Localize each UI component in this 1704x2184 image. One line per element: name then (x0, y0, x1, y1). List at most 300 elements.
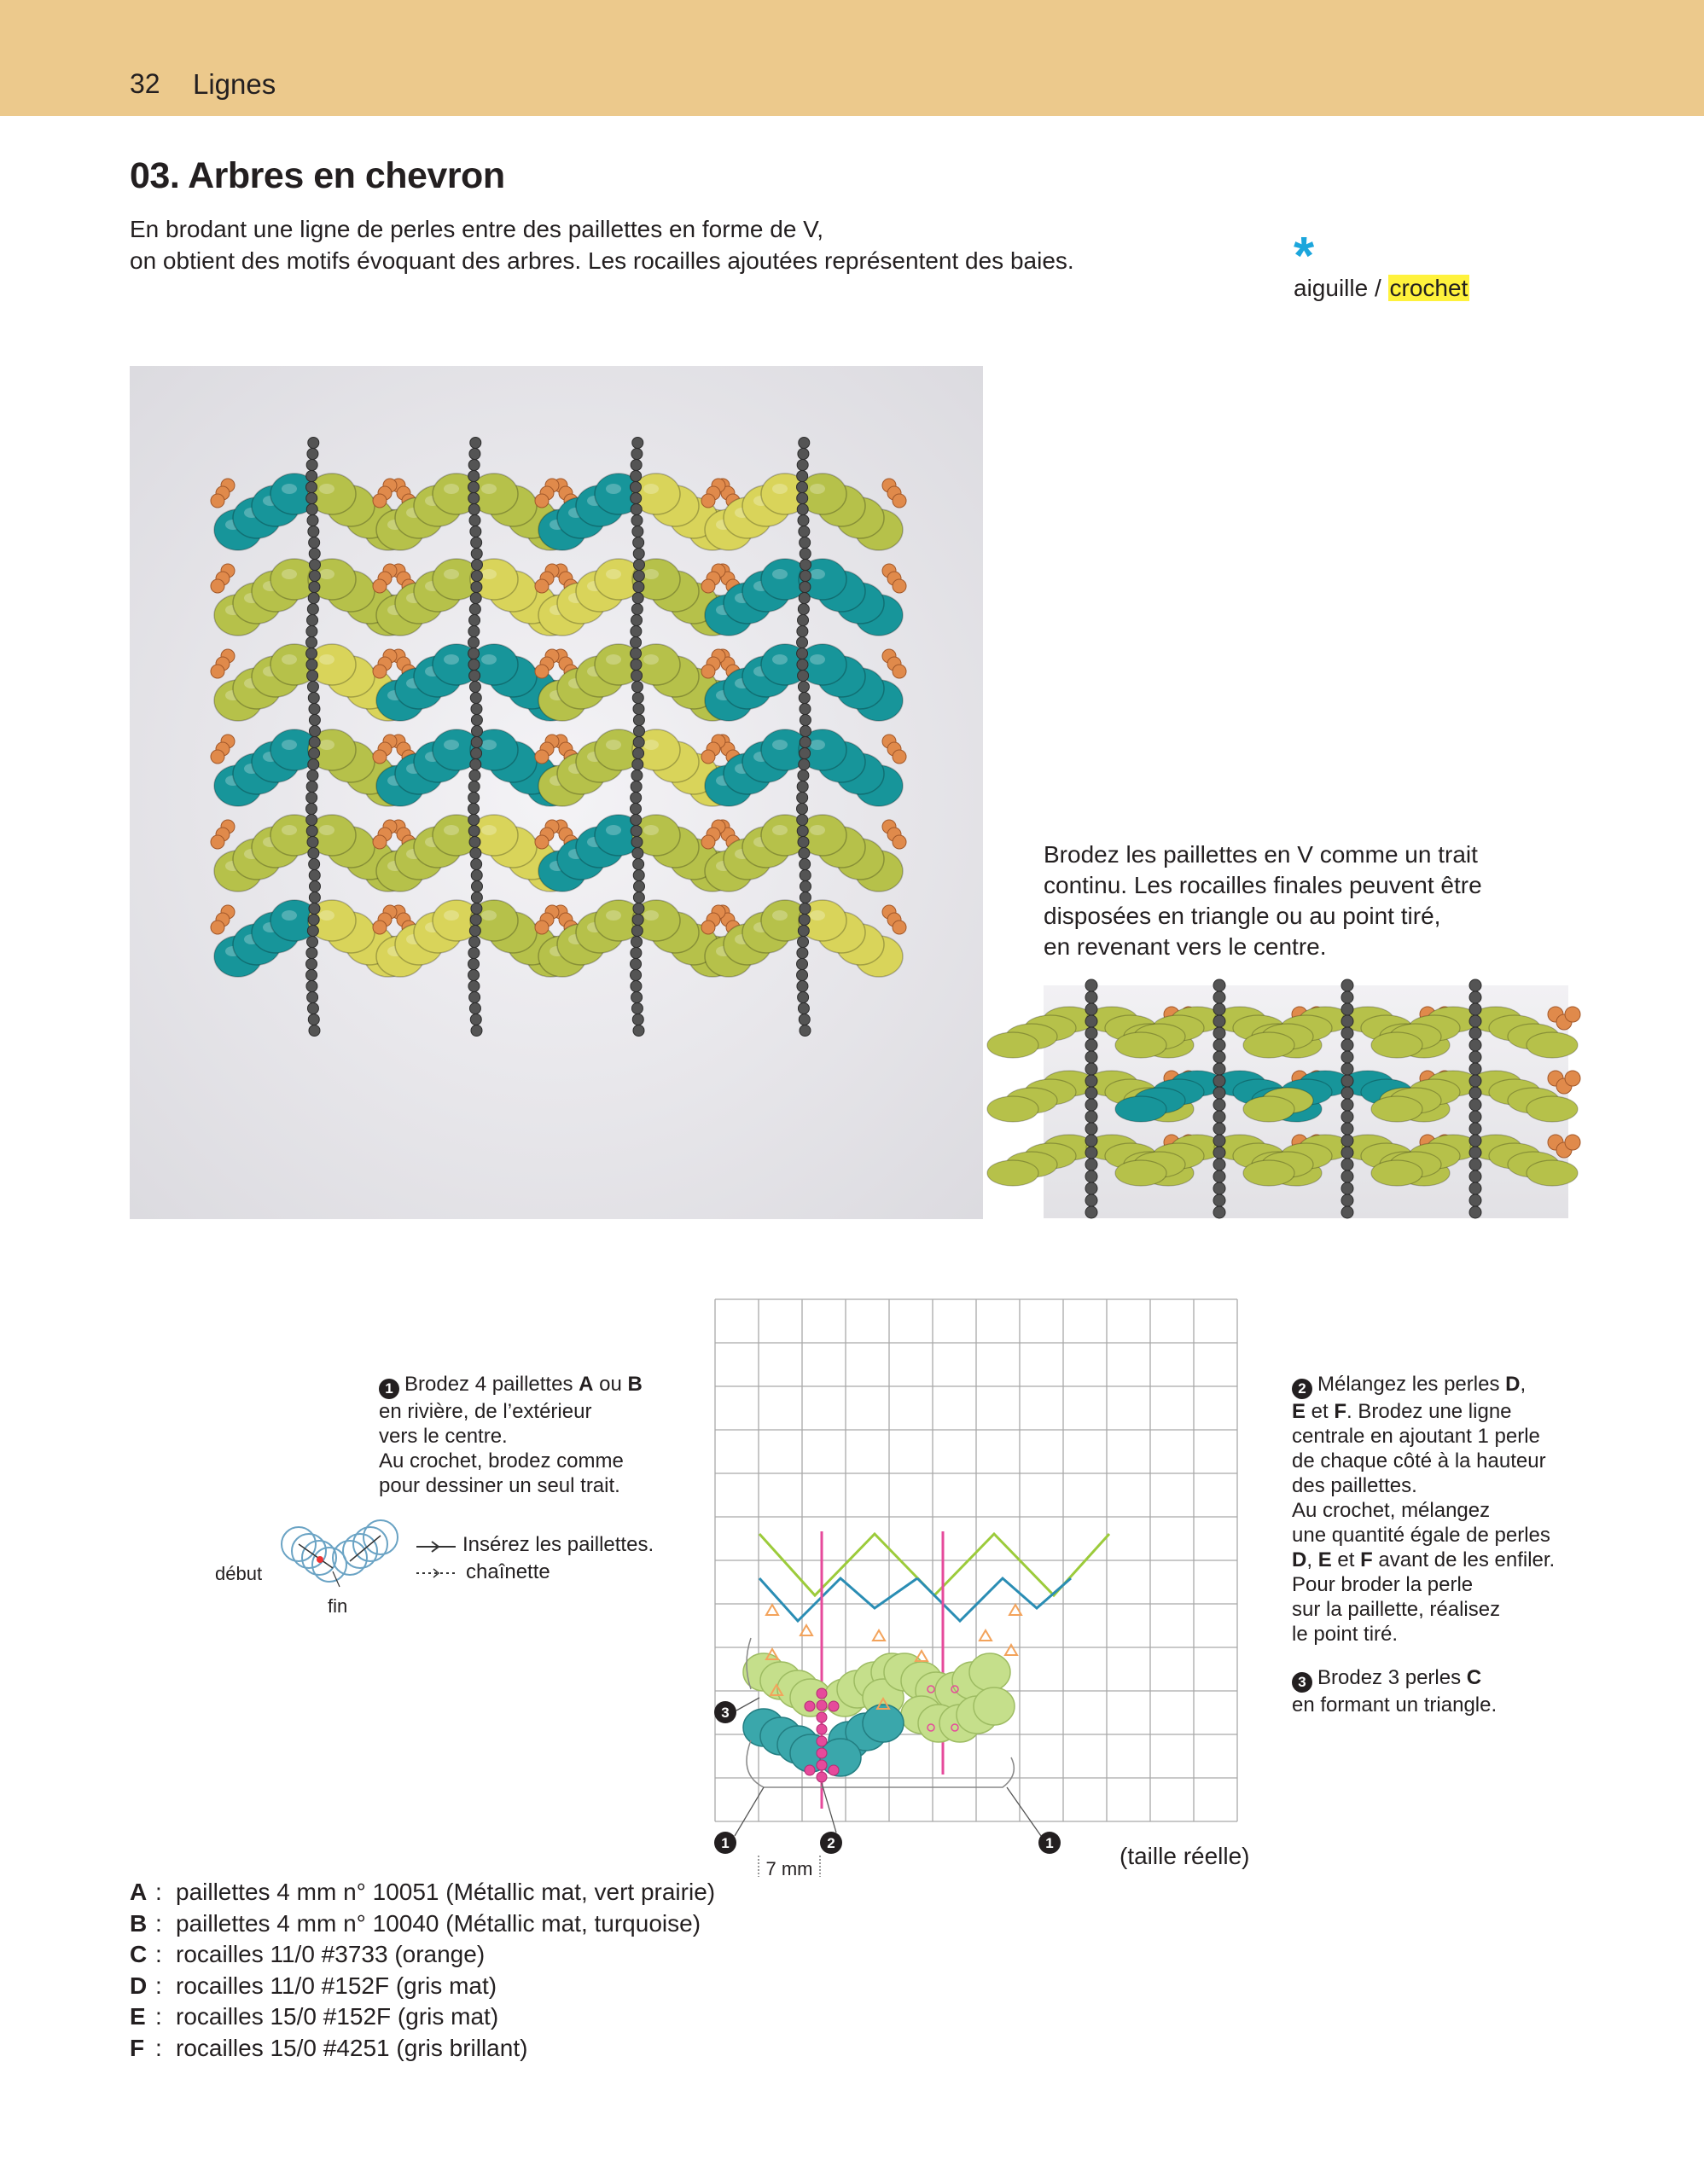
lime-sequin (974, 1687, 1015, 1725)
detail-stem-bead (1213, 1075, 1225, 1087)
sequin-shine (481, 484, 497, 494)
stem-bead (306, 659, 317, 671)
stem-bead (631, 770, 643, 781)
sequin-shine (444, 654, 459, 665)
stem-bead (306, 626, 317, 637)
stem-bead (309, 903, 320, 915)
berry-bead (373, 494, 387, 508)
detail-stem-bead (1469, 1051, 1481, 1063)
sequin-shine (606, 654, 621, 665)
stem-bead (631, 604, 643, 615)
stem-bead (817, 1688, 827, 1699)
stem-bead (309, 748, 320, 759)
detail-stem-bead (1341, 1123, 1353, 1135)
main-photo (130, 366, 983, 1219)
sequin-insertion-diagram (247, 1510, 405, 1621)
stem-bead (800, 1025, 811, 1037)
stem-bead (631, 959, 642, 970)
stem-bead (308, 438, 319, 449)
detail-stem-bead (1341, 1003, 1353, 1015)
stem-bead (309, 892, 320, 903)
blue-chevron (917, 1578, 1071, 1621)
side-bead (805, 1701, 815, 1711)
detail-stem-bead (1341, 979, 1353, 991)
berry-bead (211, 750, 224, 764)
stem-bead (632, 1014, 643, 1025)
detail-stem-bead (1213, 1123, 1225, 1135)
stem-bead (307, 449, 318, 460)
sequin-shine (606, 740, 621, 750)
stem-bead (633, 859, 644, 870)
stem-bead (817, 1700, 827, 1711)
stem-bead (631, 626, 642, 637)
step-2-text-part: et (1331, 1548, 1361, 1571)
stem-bead (469, 837, 480, 848)
stem-bead (797, 804, 808, 815)
stem-bead (468, 970, 480, 981)
sequin-shine (282, 569, 297, 579)
stem-bead (469, 926, 480, 937)
step-3-line: en formant un triangle. (1292, 1693, 1498, 1716)
stem-bead (797, 504, 808, 515)
step-1-text (379, 1372, 643, 1498)
detail-photo (1044, 985, 1568, 1218)
step-2-line: centrale en ajoutant 1 perle (1292, 1425, 1540, 1448)
stem-bead (632, 848, 643, 859)
materials-list (130, 1877, 715, 2064)
stem-bead (799, 759, 810, 770)
detail-sequin (1371, 1096, 1422, 1122)
step-1-text-part: ou (593, 1373, 628, 1396)
stem-bead (470, 526, 481, 537)
stem-bead (797, 626, 808, 637)
stem-bead (309, 560, 320, 571)
sequin-shine (606, 569, 621, 579)
stem-bead (471, 881, 482, 892)
detail-stem-bead (1085, 1027, 1097, 1039)
stem-bead (800, 704, 811, 715)
sequin-shine (444, 569, 459, 579)
stem-bead (307, 671, 318, 682)
stem-bead (797, 970, 808, 981)
stem-bead (309, 1025, 320, 1037)
material-item (130, 1971, 715, 2002)
stem-bead (308, 526, 319, 537)
stem-bead (468, 659, 480, 671)
step-marker-label: 1 (1045, 1835, 1054, 1851)
tool-needle: aiguille (1294, 275, 1369, 301)
stem-bead (308, 915, 319, 926)
intro-line: En brodant une ligne de perles entre des paillettes en forme de V, (130, 216, 824, 242)
berry-bead (701, 665, 715, 678)
stem-bead (469, 615, 480, 626)
detail-stem-bead (1469, 1099, 1481, 1111)
sequin-shine (772, 910, 788, 921)
material-letter: C (130, 1941, 148, 1967)
stem-bead (631, 981, 642, 992)
detail-stem-bead (1469, 991, 1481, 1003)
stem-bead (633, 892, 644, 903)
stem-bead (631, 671, 643, 682)
stem-bead (631, 682, 643, 693)
material-letter: A (130, 1879, 148, 1905)
sequin-shine (481, 569, 497, 579)
detail-stem-bead (1469, 1015, 1481, 1027)
stitch-diagram (712, 1297, 1242, 1879)
stem-bead (632, 693, 643, 704)
legend-insert-label: Insérez les paillettes. (462, 1533, 654, 1556)
material-letter: F (130, 2034, 145, 2061)
step-2-text-part: avant de les enfiler. (1372, 1548, 1556, 1571)
stem-bead (308, 759, 319, 770)
stem-bead (306, 970, 317, 981)
detail-stem-bead (1085, 1147, 1097, 1159)
stem-bead (471, 870, 482, 881)
step-1-number: 1 (379, 1379, 399, 1399)
stem-bead (800, 903, 811, 915)
step-2-line: Au crochet, mélangez (1292, 1499, 1491, 1522)
detail-stem-bead (1213, 979, 1225, 991)
stem-bead (799, 593, 810, 604)
stem-bead (633, 737, 644, 748)
detail-sequin (1371, 1032, 1422, 1058)
detail-photo-image (1044, 985, 1568, 1218)
stem-bead (309, 549, 320, 560)
stem-bead (631, 815, 642, 826)
material-item (130, 2033, 715, 2065)
material-colon: : (155, 1879, 162, 1905)
stem-bead (797, 793, 808, 804)
stem-bead (308, 693, 319, 704)
stem-bead (469, 682, 480, 693)
sequin-shine (772, 484, 788, 494)
berry-bead (211, 579, 224, 593)
step-2-line: de chaque côté à la hauteur (1292, 1449, 1546, 1472)
sequin-shine (319, 825, 334, 835)
berry-bead (893, 579, 906, 593)
detail-stem-bead (1469, 979, 1481, 991)
intro-line: on obtient des motifs évoquant des arbres. Les rocailles ajoutées représentent des baies. (130, 247, 1074, 274)
detail-stem-bead (1213, 1147, 1225, 1159)
step-2-letter-f: F (1360, 1548, 1373, 1571)
detail-sequin (1115, 1160, 1166, 1186)
stem-bead (306, 948, 317, 959)
stem-bead (633, 881, 644, 892)
stem-bead (633, 726, 644, 737)
stem-bead (797, 781, 808, 793)
sequin-shine (444, 910, 459, 921)
orange-triangle (980, 1630, 992, 1641)
detail-sequin (1527, 1096, 1578, 1122)
stem-bead (307, 615, 318, 626)
material-item (130, 2001, 715, 2033)
stem-bead (633, 870, 644, 881)
legend-start-label: début (215, 1563, 263, 1584)
stem-bead (468, 826, 480, 837)
sequin-shine (606, 484, 621, 494)
stem-bead (309, 582, 320, 593)
stem-bead (471, 737, 482, 748)
detail-stem-bead (1213, 1159, 1225, 1170)
detail-stem-bead (1213, 1015, 1225, 1027)
stem-bead (307, 604, 318, 615)
stem-bead (800, 537, 811, 549)
berry-bead (701, 835, 715, 849)
stem-bead (799, 1014, 810, 1025)
stem-bead (469, 515, 480, 526)
sequin-shine (444, 740, 459, 750)
intro-text (130, 213, 1074, 276)
stem-bead (469, 671, 480, 682)
detail-stem-bead (1341, 1099, 1353, 1111)
berry-bead (535, 494, 549, 508)
stem-bead (798, 449, 809, 460)
detail-stem-bead (1469, 1075, 1481, 1087)
leader-line (736, 1698, 759, 1711)
sequin-shine (810, 654, 825, 665)
sequin-shine (810, 484, 825, 494)
orange-triangle (873, 1630, 885, 1641)
caption-line: continu. Les rocailles finales peuvent être (1044, 872, 1482, 898)
sequin-shine (444, 484, 459, 494)
detail-stem-bead (1469, 1194, 1481, 1206)
berry-bead (535, 835, 549, 849)
material-item (130, 1877, 715, 1908)
detail-stem-bead (1469, 1206, 1481, 1218)
detail-stem-bead (1085, 1170, 1097, 1182)
sequin-shine (643, 569, 659, 579)
material-item (130, 1908, 715, 1940)
stem-bead (632, 759, 643, 770)
stem-bead (633, 1025, 644, 1037)
berry-bead (893, 835, 906, 849)
detail-sequin (1371, 1160, 1422, 1186)
detail-sequin (1243, 1096, 1294, 1122)
stem-bead (797, 460, 808, 471)
stem-bead (800, 726, 811, 737)
sequin-shine (481, 910, 497, 921)
arrow-legend-icon (415, 1536, 462, 1578)
stem-bead (471, 1025, 482, 1037)
scale-label: 7 mm (765, 1858, 813, 1879)
stem-bead (800, 737, 811, 748)
stem-bead (471, 715, 482, 726)
berry-bead (373, 750, 387, 764)
detail-stem-bead (1085, 991, 1097, 1003)
stem-bead (309, 715, 320, 726)
detail-stem-bead (1213, 1206, 1225, 1218)
stem-bead (469, 449, 480, 460)
size-note: (taille réelle) (1120, 1843, 1250, 1869)
stem-bead (798, 1003, 809, 1014)
tools-line (1294, 275, 1469, 302)
stem-bead (308, 848, 319, 859)
stem-bead (631, 659, 642, 671)
stem-bead (309, 881, 320, 892)
sequin-shine (606, 910, 621, 921)
detail-sequin (1243, 1160, 1294, 1186)
stem-bead (633, 903, 644, 915)
stem-bead (797, 826, 808, 837)
stem-bead (470, 693, 481, 704)
stem-bead (631, 781, 642, 793)
material-colon: : (155, 1972, 162, 1999)
stem-bead (632, 593, 643, 604)
page-title: 03. Arbres en chevron (130, 155, 505, 196)
detail-stem-bead (1085, 1087, 1097, 1099)
stem-bead (798, 671, 809, 682)
stem-bead (631, 992, 643, 1003)
stem-bead (469, 937, 480, 948)
caption-line: Brodez les paillettes en V comme un trait (1044, 841, 1478, 868)
stem-bead (800, 715, 811, 726)
stem-bead (797, 648, 808, 659)
detail-stem-bead (1213, 1099, 1225, 1111)
stem-bead (468, 482, 480, 493)
step-2-line: le point tiré. (1292, 1623, 1399, 1646)
stem-bead (468, 793, 480, 804)
detail-stem-bead (1341, 1159, 1353, 1170)
stem-bead (307, 937, 318, 948)
stem-bead (797, 815, 808, 826)
material-item (130, 1939, 715, 1971)
detail-berry (1565, 1135, 1580, 1150)
stem-bead (631, 1003, 643, 1014)
stem-bead (309, 704, 320, 715)
step-2-letter-d: D (1292, 1548, 1307, 1571)
stem-bead (470, 759, 481, 770)
detail-sequin (1527, 1032, 1578, 1058)
sequin-shine (481, 740, 497, 750)
stem-bead (470, 593, 481, 604)
stem-bead (799, 438, 810, 449)
sequin-shine (282, 825, 297, 835)
stem-bead (631, 615, 643, 626)
stem-bead (471, 892, 482, 903)
stem-bead (471, 571, 482, 582)
stem-bead (469, 992, 480, 1003)
stem-bead (470, 1014, 481, 1025)
stem-bead (631, 926, 643, 937)
stem-bead (307, 992, 318, 1003)
stem-bead (800, 859, 811, 870)
berry-bead (701, 750, 715, 764)
detail-stem-bead (1469, 1087, 1481, 1099)
stem-bead (797, 981, 808, 992)
step-2-text-part: , (1306, 1548, 1318, 1571)
stem-bead (817, 1748, 827, 1758)
caption-line: en revenant vers le centre. (1044, 933, 1327, 960)
sequin-shine (810, 740, 825, 750)
step-3-text (1292, 1665, 1497, 1717)
step-2-line: sur la paillette, réalisez (1292, 1598, 1501, 1621)
stem-bead (471, 560, 482, 571)
step-marker-label: 2 (827, 1835, 835, 1851)
detail-stem-bead (1213, 1039, 1225, 1051)
stem-bead (306, 493, 317, 504)
step-marker-label: 3 (721, 1705, 730, 1721)
sequin-shine (643, 825, 659, 835)
stem-bead (631, 504, 642, 515)
stem-bead (631, 471, 642, 482)
detail-stem-bead (1469, 1039, 1481, 1051)
berry-bead (373, 835, 387, 849)
material-colon: : (155, 2003, 162, 2030)
detail-stem-bead (1085, 979, 1097, 991)
stem-bead (468, 493, 480, 504)
legend-chain-label: chaînette (466, 1560, 550, 1583)
detail-stem-bead (1213, 1170, 1225, 1182)
legend-end-label: fin (328, 1595, 348, 1617)
stem-bead (308, 593, 319, 604)
detail-stem-bead (1341, 1063, 1353, 1075)
step-2-letter-f: F (1334, 1400, 1347, 1423)
berry-bead (893, 921, 906, 934)
detail-stem-bead (1341, 1182, 1353, 1194)
berry-bead (701, 579, 715, 593)
detail-stem-bead (1469, 1147, 1481, 1159)
material-colon: : (155, 1909, 162, 1937)
stem-bead (631, 648, 642, 659)
stem-bead (471, 549, 482, 560)
stem-bead (633, 549, 644, 560)
detail-stem-bead (1085, 1182, 1097, 1194)
detail-stem-bead (1341, 1039, 1353, 1051)
stem-bead (633, 560, 644, 571)
detail-stem-bead (1085, 1051, 1097, 1063)
stem-bead (631, 948, 642, 959)
stem-bead (309, 870, 320, 881)
orange-triangle (766, 1605, 778, 1615)
stem-bead (468, 981, 480, 992)
stem-bead (306, 504, 317, 515)
stem-bead (797, 948, 808, 959)
stem-bead (817, 1772, 827, 1782)
stem-bead (309, 726, 320, 737)
step-2-text-part: , (1520, 1373, 1527, 1396)
stem-bead (633, 537, 644, 549)
sequin-shine (606, 825, 621, 835)
detail-stem-bead (1085, 1063, 1097, 1075)
stem-bead (631, 449, 643, 460)
stem-bead (468, 626, 480, 637)
stem-bead (307, 770, 318, 781)
stem-bead (800, 582, 811, 593)
stem-bead (817, 1712, 827, 1722)
stem-bead (797, 493, 808, 504)
stem-bead (308, 1014, 319, 1025)
blue-chevron (759, 1578, 917, 1621)
stem-bead (468, 815, 480, 826)
side-bead (829, 1765, 839, 1775)
berry-bead (373, 921, 387, 934)
stem-bead (468, 959, 480, 970)
detail-stem-bead (1085, 1003, 1097, 1015)
stem-bead (631, 637, 642, 648)
detail-stem-bead (1469, 1111, 1481, 1123)
sequin-shine (319, 654, 334, 665)
stem-bead (800, 560, 811, 571)
stem-bead (798, 682, 809, 693)
leader-line (735, 1787, 764, 1836)
stem-bead (469, 770, 480, 781)
material-colon: : (155, 1941, 162, 1967)
step-3-text-part: Brodez 3 perles (1317, 1666, 1467, 1689)
detail-stem-bead (1213, 1087, 1225, 1099)
stem-bead (797, 482, 808, 493)
step-1-line: en rivière, de l’extérieur (379, 1400, 592, 1423)
stem-bead (468, 460, 480, 471)
